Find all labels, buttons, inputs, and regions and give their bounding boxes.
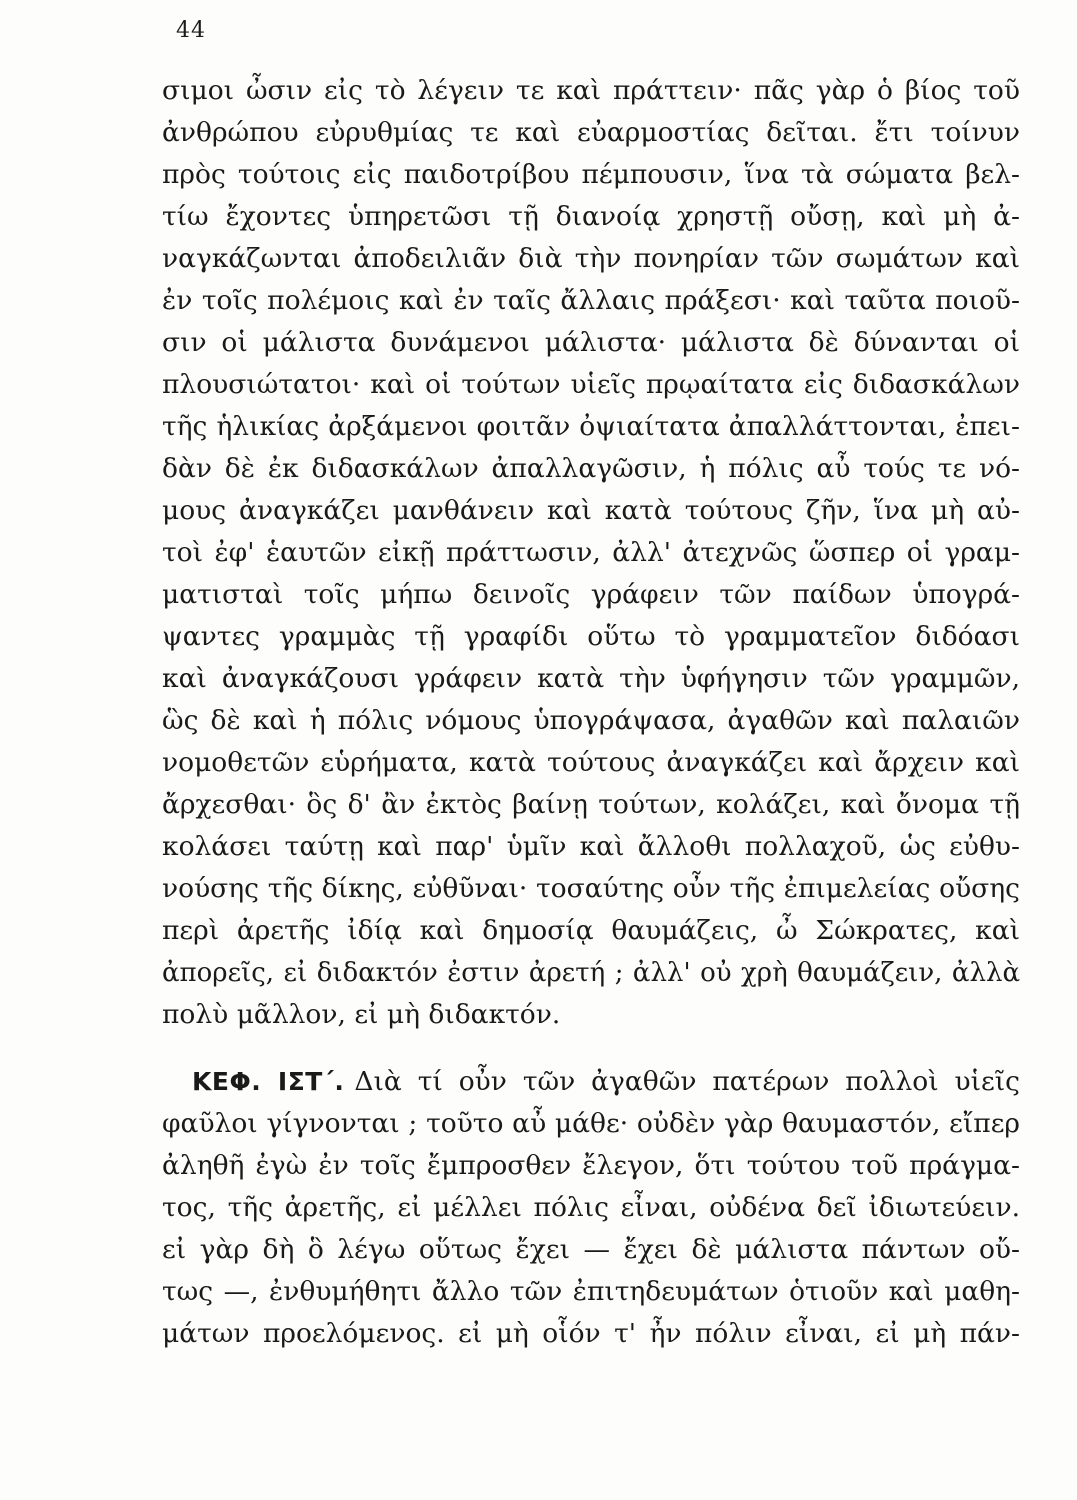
text-line: τως —, ἐνθυμήθητι ἄλλο τῶν ἐπιτηδευμάτων ὁτιοῦν καὶ μαθη- — [162, 1276, 1020, 1307]
text-line: νομοθετῶν εὑρήματα, κατὰ τούτους ἀναγκάζει καὶ ἄρχειν καὶ — [162, 747, 1020, 778]
text-line: σιν οἱ μάλιστα δυνάμενοι μάλιστα· μάλιστα δὲ δύνανται οἱ — [162, 327, 1020, 358]
text-line-start: Διὰ τί οὖν τῶν ἀγαθῶν πατέρων πολλοὶ υἱεῖς — [354, 1066, 1021, 1097]
text-line: τοὶ ἐφ' ἑαυτῶν εἰκῇ πράττωσιν, ἀλλ' ἀτεχνῶς ὥσπερ οἱ γραμ- — [162, 537, 1020, 568]
text-line: πολὺ μᾶλλον, εἰ μὴ διδακτόν. — [162, 999, 561, 1030]
page-number: 44 — [176, 18, 206, 43]
text-line: ναγκάζωνται ἀποδειλιᾶν διὰ τὴν πονηρίαν τῶν σωμάτων καὶ — [162, 243, 1020, 274]
text-line: τίω ἔχοντες ὑπηρετῶσι τῇ διανοίᾳ χρηστῇ οὔσῃ, καὶ μὴ ἀ- — [162, 201, 1020, 232]
text-line: μους ἀναγκάζει μανθάνειν καὶ κατὰ τούτους ζῆν, ἵνα μὴ αὐ- — [162, 495, 1020, 526]
text-line: νούσης τῆς δίκης, εὐθῦναι· τοσαύτης οὖν τῆς ἐπιμελείας οὔσης — [162, 873, 1020, 904]
text-line: σιμοι ὦσιν εἰς τὸ λέγειν τε καὶ πράττειν· πᾶς γὰρ ὁ βίος τοῦ — [162, 75, 1020, 106]
text-line: ὣς δὲ καὶ ἡ πόλις νόμους ὑπογράψασα, ἀγαθῶν καὶ παλαιῶν — [162, 705, 1020, 736]
text-line: τος, τῆς ἀρετῆς, εἰ μέλλει πόλις εἶναι, οὐδένα δεῖ ἰδιωτεύειν. — [162, 1192, 1020, 1223]
paragraph-2 — [162, 1061, 1020, 1355]
text-line: καὶ ἀναγκάζουσι γράφειν κατὰ τὴν ὑφήγησιν τῶν γραμμῶν, — [162, 663, 1020, 694]
text-line: ματισταὶ τοῖς μήπω δεινοῖς γράφειν τῶν παίδων ὑπογρά- — [162, 579, 1020, 610]
text-line: ἀνθρώπου εὐρυθμίας τε καὶ εὐαρμοστίας δεῖται. ἔτι τοίνυν — [162, 117, 1020, 148]
text-line: τῆς ἡλικίας ἀρξάμενοι φοιτᾶν ὀψιαίτατα ἀπαλλάττονται, ἐπει- — [162, 411, 1020, 442]
text-line: ψαντες γραμμὰς τῇ γραφίδι οὕτω τὸ γραμματεῖον διδόασι — [162, 621, 1020, 652]
paragraph-1 — [162, 70, 1020, 1036]
text-line: ἀληθῆ ἐγὼ ἐν τοῖς ἔμπροσθεν ἔλεγον, ὅτι τούτου τοῦ πράγμα- — [162, 1150, 1020, 1181]
text-line: ἄρχεσθαι· ὃς δ' ἂν ἐκτὸς βαίνῃ τούτων, κολάζει, καὶ ὄνομα τῇ — [162, 789, 1020, 820]
text-line: ἀπορεῖς, εἰ διδακτόν ἐστιν ἀρετή ; ἀλλ' οὐ χρὴ θαυμάζειν, ἀλλὰ — [162, 958, 1020, 988]
text-line: φαῦλοι γίγνονται ; τοῦτο αὖ μάθε· οὐδὲν γὰρ θαυμαστόν, εἴπερ — [162, 1108, 1020, 1139]
text-line: μάτων προελόμενος. εἰ μὴ οἷόν τ' ἦν πόλιν εἶναι, εἰ μὴ πάν- — [162, 1318, 1020, 1349]
text-line: πρὸς τούτοις εἰς παιδοτρίβου πέμπουσιν, ἵνα τὰ σώματα βελ- — [162, 159, 1020, 190]
text-line: ἐν τοῖς πολέμοις καὶ ἐν ταῖς ἄλλαις πράξεσι· καὶ ταῦτα ποιοῦ- — [162, 285, 1020, 316]
text-line: πλουσιώτατοι· καὶ οἱ τούτων υἱεῖς πρῳαίτατα εἰς διδασκάλων — [162, 369, 1020, 400]
chapter-heading: ΚΕΦ. ΙΣΤ΄. — [192, 1067, 345, 1096]
text-line — [162, 1061, 1020, 1103]
text-line: περὶ ἀρετῆς ἰδίᾳ καὶ δημοσίᾳ θαυμάζεις, ὦ Σώκρατες, καὶ — [162, 915, 1020, 946]
text-line: εἰ γὰρ δὴ ὃ λέγω οὕτως ἔχει — ἔχει δὲ μάλιστα πάντων οὔ- — [162, 1234, 1020, 1265]
text-line: δὰν δὲ ἐκ διδασκάλων ἀπαλλαγῶσιν, ἡ πόλις αὖ τούς τε νό- — [162, 453, 1020, 484]
text-line: κολάσει ταύτῃ καὶ παρ' ὑμῖν καὶ ἄλλοθι πολλαχοῦ, ὡς εὐθυ- — [162, 831, 1020, 862]
